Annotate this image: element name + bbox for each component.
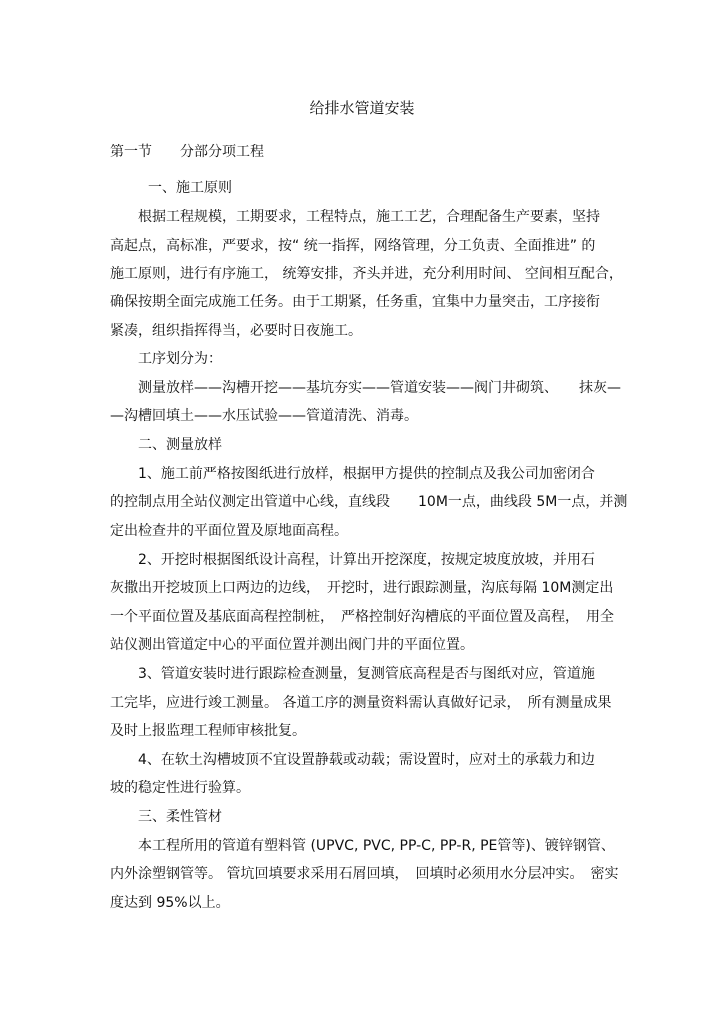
section-heading: 第一节 分部分项工程 bbox=[110, 144, 264, 160]
paragraph-line: 4、在软土沟槽坡顶不宜设置静载或动载；需设置时，应对土的承载力和边 bbox=[138, 752, 595, 768]
paragraph-line: 度达到 95%以上。 bbox=[110, 895, 230, 911]
paragraph-line: 一个平面位置及基底面高程控制桩， 严格控制好沟槽底的平面位置及高程， 用全 bbox=[110, 609, 614, 625]
paragraph-line: 本工程所用的管道有塑料管 (UPVC, PVC, PP-C, PP-R, PE管等)、镀锌钢管、 bbox=[138, 838, 615, 854]
paragraph-line: 3、管道安装时进行跟踪检查测量，复测管底高程是否与图纸对应，管道施 bbox=[138, 666, 595, 682]
paragraph-line: 站仪测出管道定中心的平面位置并测出阀门井的平面位置。 bbox=[110, 637, 474, 653]
paragraph-line: 紧凑，组织指挥得当，必要时日夜施工。 bbox=[110, 323, 362, 339]
paragraph-line: 施工原则，进行有序施工， 统筹安排，齐头并进，充分利用时间、 空间相互配合， bbox=[110, 266, 623, 282]
paragraph-line: 定出检查井的平面位置及原地面高程。 bbox=[110, 523, 348, 539]
paragraph-line: 内外涂塑钢管等。 管坑回填要求采用石屑回填， 回填时必须用水分层冲实。 密实 bbox=[110, 866, 619, 882]
paragraph-line: 1、施工前严格按图纸进行放样，根据甲方提供的控制点及我公司加密闭合 bbox=[138, 466, 595, 482]
paragraph-line: 高起点，高标准，严要求，按“ 统一指挥，网络管理，分工负责、全面推进” 的 bbox=[110, 238, 596, 254]
paragraph-line: 及时上报监理工程师审核批复。 bbox=[110, 723, 306, 739]
paragraph-line: 根据工程规模，工期要求，工程特点，施工工艺，合理配备生产要素，坚持 bbox=[138, 209, 600, 225]
paragraph-line: 坡的稳定性进行验算。 bbox=[110, 780, 250, 796]
paragraph-line: 的控制点用全站仪测定出管道中心线，直线段 10M一点，曲线段 5M一点，并测 bbox=[110, 494, 628, 510]
paragraph-line: 测量放样——沟槽开挖——基坑夯实——管道安装——阀门井砌筑、 抹灰— bbox=[138, 380, 621, 396]
paragraph-line: —沟槽回填土——水压试验——管道清洗、消毒。 bbox=[110, 408, 418, 424]
subheading: 三、柔性管材 bbox=[138, 809, 222, 825]
subheading: 一、施工原则 bbox=[148, 180, 232, 196]
paragraph-line: 工序划分为： bbox=[138, 351, 222, 367]
paragraph-line: 工完毕，应进行竣工测量。 各道工序的测量资料需认真做好记录， 所有测量成果 bbox=[110, 695, 612, 711]
paragraph-line: 确保按期全面完成施工任务。由于工期紧，任务重，宜集中力量突击，工序接衔 bbox=[110, 294, 600, 310]
paragraph-line: 灰撒出开挖坡顶上口两边的边线， 开挖时，进行跟踪测量，沟底每隔 10M测定出 bbox=[110, 580, 614, 596]
document-title: 给排水管道安装 bbox=[309, 99, 415, 117]
subheading: 二、测量放样 bbox=[138, 437, 222, 453]
paragraph-line: 2、开挖时根据图纸设计高程，计算出开挖深度，按规定坡度放坡，并用石 bbox=[138, 552, 595, 568]
